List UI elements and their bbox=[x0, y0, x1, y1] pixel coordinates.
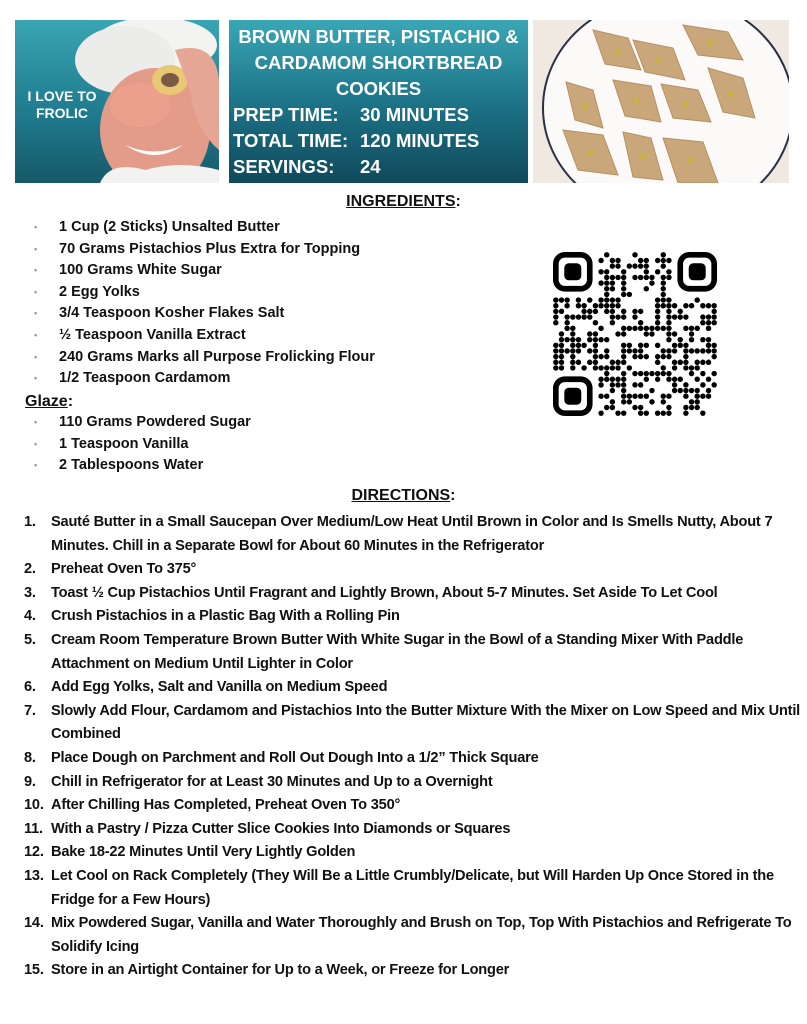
step-text: Bake 18-22 Minutes Until Very Lightly Golden bbox=[51, 844, 356, 861]
step-number: 11. bbox=[24, 820, 43, 837]
recipe-title: BROWN BUTTER, PISTACHIO & CARDAMOM SHORTBREAD COOKIES bbox=[238, 26, 519, 99]
step-number: 6. bbox=[24, 679, 36, 696]
ingredients-list bbox=[30, 217, 375, 390]
servings-row bbox=[229, 154, 528, 180]
direction-step bbox=[24, 676, 804, 700]
servings-label: SERVINGS: bbox=[233, 156, 335, 177]
total-time-value: 120 MINUTES bbox=[360, 130, 480, 151]
step-number: 4. bbox=[24, 608, 36, 625]
prep-time-value: 30 MINUTES bbox=[360, 104, 469, 125]
step-number: 2. bbox=[24, 561, 36, 578]
glaze-item: • 110 Grams Powdered Sugar bbox=[30, 412, 251, 434]
direction-step bbox=[24, 912, 804, 959]
qr-finder-top-right bbox=[680, 255, 714, 289]
directions-heading-colon: : bbox=[450, 487, 456, 504]
ingredient-item: • 3/4 Teaspoon Kosher Flakes Salt bbox=[30, 303, 375, 325]
step-text: Crush Pistachios in a Plastic Bag With a Rolling Pin bbox=[51, 608, 400, 625]
step-number: 5. bbox=[24, 631, 36, 648]
servings-value: 24 bbox=[360, 156, 381, 177]
step-number: 8. bbox=[24, 749, 36, 766]
qr-finder-top-left bbox=[556, 255, 590, 289]
step-text: Cream Room Temperature Brown Butter With White Sugar in the Bowl of a Standing Mixer With Paddle Attachment on Medium Until Lighter in Color bbox=[51, 631, 744, 672]
step-text: With a Pastry / Pizza Cutter Slice Cookies Into Diamonds or Squares bbox=[51, 820, 511, 837]
step-number: 10. bbox=[24, 797, 44, 814]
glaze-heading bbox=[25, 393, 73, 411]
step-number: 13. bbox=[24, 867, 44, 884]
ingredient-item: • 1 Cup (2 Sticks) Unsalted Butter bbox=[30, 217, 375, 239]
direction-step bbox=[24, 865, 804, 912]
ingredient-item: • ½ Teaspoon Vanilla Extract bbox=[30, 325, 375, 347]
step-number: 9. bbox=[24, 773, 36, 790]
step-number: 12. bbox=[24, 844, 44, 861]
step-number: 15. bbox=[24, 962, 44, 979]
total-time-label: TOTAL TIME: bbox=[233, 130, 349, 151]
direction-step bbox=[24, 794, 804, 818]
cookies-photo bbox=[533, 20, 789, 183]
total-time-row bbox=[229, 128, 528, 154]
chef-photo bbox=[15, 20, 219, 183]
step-text: Let Cool on Rack Completely (They Will Be a Little Crumbly/Delicate, but Will Harden Up Once Stored in the Fridge for a Few Hours) bbox=[51, 867, 774, 908]
direction-step bbox=[24, 558, 804, 582]
directions-heading bbox=[0, 487, 807, 505]
slogan-text: I LOVE TO FROLIC bbox=[27, 88, 97, 121]
ingredient-item: • 2 Egg Yolks bbox=[30, 282, 375, 304]
glaze-heading-colon: : bbox=[67, 393, 74, 410]
step-number: 14. bbox=[24, 915, 44, 932]
cookies-plate-illustration bbox=[533, 20, 789, 183]
ingredient-item: • 70 Grams Pistachios Plus Extra for Topping bbox=[30, 239, 375, 261]
direction-step bbox=[24, 511, 804, 558]
direction-step bbox=[24, 747, 804, 771]
direction-step bbox=[24, 582, 804, 606]
glaze-item: • 1 Teaspoon Vanilla bbox=[30, 434, 251, 456]
step-text: Add Egg Yolks, Salt and Vanilla on Medium Speed bbox=[51, 679, 388, 696]
ingredient-item: • 100 Grams White Sugar bbox=[30, 260, 375, 282]
direction-step bbox=[24, 841, 804, 865]
ingredient-item: • 240 Grams Marks all Purpose Frolicking Flour bbox=[30, 347, 375, 369]
direction-step bbox=[24, 818, 804, 842]
direction-step bbox=[24, 771, 804, 795]
direction-step bbox=[24, 700, 804, 747]
direction-step bbox=[24, 959, 804, 983]
ingredients-heading-text: INGREDIENTS bbox=[346, 193, 456, 210]
step-number: 7. bbox=[24, 702, 36, 719]
recipe-title-box bbox=[229, 20, 528, 183]
directions-list bbox=[24, 511, 804, 983]
step-text: Chill in Refrigerator for at Least 30 Minutes and Up to a Overnight bbox=[51, 773, 493, 790]
glaze-list bbox=[30, 412, 251, 477]
prep-time-label: PREP TIME: bbox=[233, 104, 339, 125]
step-text: Store in an Airtight Container for Up to a Week, or Freeze for Longer bbox=[51, 962, 510, 979]
step-text: Toast ½ Cup Pistachios Until Fragrant and Lightly Brown, About 5-7 Minutes. Set Aside To Let Cool bbox=[51, 584, 718, 601]
step-text: After Chilling Has Completed, Preheat Oven To 350° bbox=[51, 797, 401, 814]
step-text: Mix Powdered Sugar, Vanilla and Water Thoroughly and Brush on Top, Top With Pistachios and Refrigerate To Solidify Icing bbox=[51, 915, 792, 955]
direction-step bbox=[24, 629, 804, 676]
direction-step bbox=[24, 605, 804, 629]
step-text: Slowly Add Flour, Cardamom and Pistachios Into the Butter Mixture With the Mixer on Low Speed and Mix Until Combined bbox=[51, 702, 801, 743]
qr-finder-bottom-left bbox=[556, 379, 590, 413]
prep-time-row bbox=[229, 102, 528, 128]
directions-heading-text: DIRECTIONS bbox=[351, 487, 451, 504]
step-number: 3. bbox=[24, 584, 36, 601]
qr-code[interactable] bbox=[553, 252, 717, 416]
ingredients-heading bbox=[0, 193, 807, 211]
step-text: Place Dough on Parchment and Roll Out Dough Into a 1/2” Thick Square bbox=[51, 749, 539, 766]
ingredients-heading-colon: : bbox=[455, 193, 461, 210]
glaze-item: • 2 Tablespoons Water bbox=[30, 455, 251, 477]
glaze-heading-text: Glaze bbox=[25, 393, 68, 410]
step-text: Sauté Butter in a Small Saucepan Over Medium/Low Heat Until Brown in Color and Is Smells Nutty, About 7 Minutes. Chill in a Separate Bowl for About 60 Minutes in the Refrigerator bbox=[51, 514, 773, 554]
step-text: Preheat Oven To 375° bbox=[51, 561, 197, 578]
ingredient-item: • 1/2 Teaspoon Cardamom bbox=[30, 368, 375, 390]
step-number: 1. bbox=[24, 514, 36, 530]
